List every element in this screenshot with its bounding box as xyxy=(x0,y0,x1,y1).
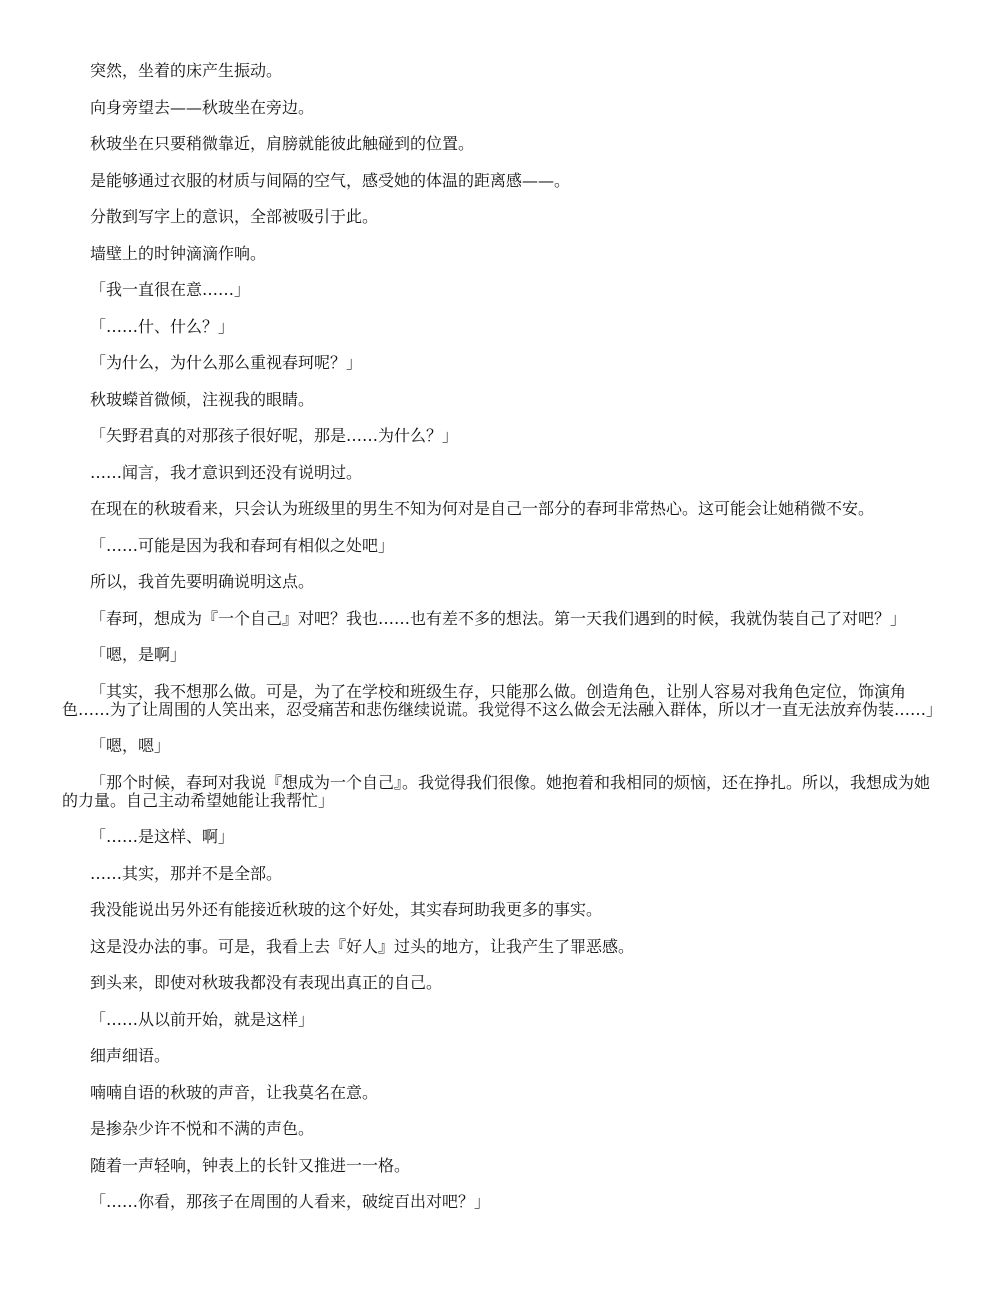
paragraph: 到头来，即使对秋玻我都没有表现出真正的自己。 xyxy=(90,973,443,992)
paragraph: 所以，我首先要明确说明这点。 xyxy=(90,572,315,591)
paragraph: 「……从以前开始，就是这样」 xyxy=(90,1009,315,1029)
paragraph: 是掺杂少许不悦和不满的声色。 xyxy=(90,1119,315,1138)
paragraph: ……其实，那并不是全部。 xyxy=(90,863,283,883)
paragraph: 秋玻蠑首微倾，注视我的眼睛。 xyxy=(90,389,315,409)
paragraph: 「嗯，嗯」 xyxy=(90,736,171,755)
paragraph: ……闻言，我才意识到还没有说明过。 xyxy=(90,462,363,482)
paragraph: 在现在的秋玻看来，只会认为班级里的男生不知为何对是自己一部分的春珂非常热心。这可能会让她稍微不安。 xyxy=(90,499,875,518)
paragraph: 向身旁望去——秋玻坐在旁边。 xyxy=(90,97,315,117)
paragraph: 「为什么，为什么那么重视春珂呢？」 xyxy=(90,353,363,372)
paragraph: 随着一声轻响，钟表上的长针又推进一一格。 xyxy=(90,1155,411,1175)
paragraph: 「矢野君真的对那孩子很好呢，那是……为什么？」 xyxy=(90,426,459,445)
paragraph: 「……可能是因为我和春珂有相似之处吧」 xyxy=(90,535,395,555)
paragraph: 「……是这样、啊」 xyxy=(90,827,235,846)
paragraph: 是能够通过衣服的材质与间隔的空气，感受她的体温的距离感——。 xyxy=(90,170,571,190)
paragraph: 这是没办法的事。可是，我看上去『好人』过头的地方，让我产生了罪恶感。 xyxy=(90,936,635,956)
paragraph: 「春珂，想成为『一个自己』对吧？我也……也有差不多的想法。第一天我们遇到的时候，我就伪装自己了对吧？」 xyxy=(90,608,907,628)
paragraph: 「嗯，是啊」 xyxy=(90,645,187,664)
paragraph: 分散到写字上的意识，全部被吸引于此。 xyxy=(90,207,379,226)
paragraph: 喃喃自语的秋玻的声音，让我莫名在意。 xyxy=(90,1082,379,1102)
paragraph: 突然，坐着的床产生振动。 xyxy=(90,61,283,80)
paragraph: 细声细语。 xyxy=(90,1046,171,1065)
paragraph: 秋玻坐在只要稍微靠近，肩膀就能彼此触碰到的位置。 xyxy=(90,134,475,153)
paragraph: 「其实，我不想那么做。可是，为了在学校和班级生存，只能那么做。创造角色，让别人容易对我角色定位，饰演角色……为了让周围的人笑出来，忍受痛苦和悲伤继续说谎。我觉得不这么做会无法融入群体，所以才一直无法放弃伪装……」 xyxy=(62,681,943,719)
paragraph: 墙壁上的时钟滴滴作响。 xyxy=(90,243,267,263)
paragraph: 「……什、什么？」 xyxy=(90,316,235,336)
paragraph: 「我一直很在意……」 xyxy=(90,280,251,299)
paragraph: 「那个时候，春珂对我说『想成为一个自己』。我觉得我们很像。她抱着和我相同的烦恼，还在挣扎。所以，我想成为她的力量。自己主动希望她能让我帮忙」 xyxy=(62,772,931,810)
paragraph: 我没能说出另外还有能接近秋玻的这个好处，其实春珂助我更多的事实。 xyxy=(90,900,603,919)
paragraph: 「……你看，那孩子在周围的人看来，破绽百出对吧？」 xyxy=(90,1192,491,1211)
